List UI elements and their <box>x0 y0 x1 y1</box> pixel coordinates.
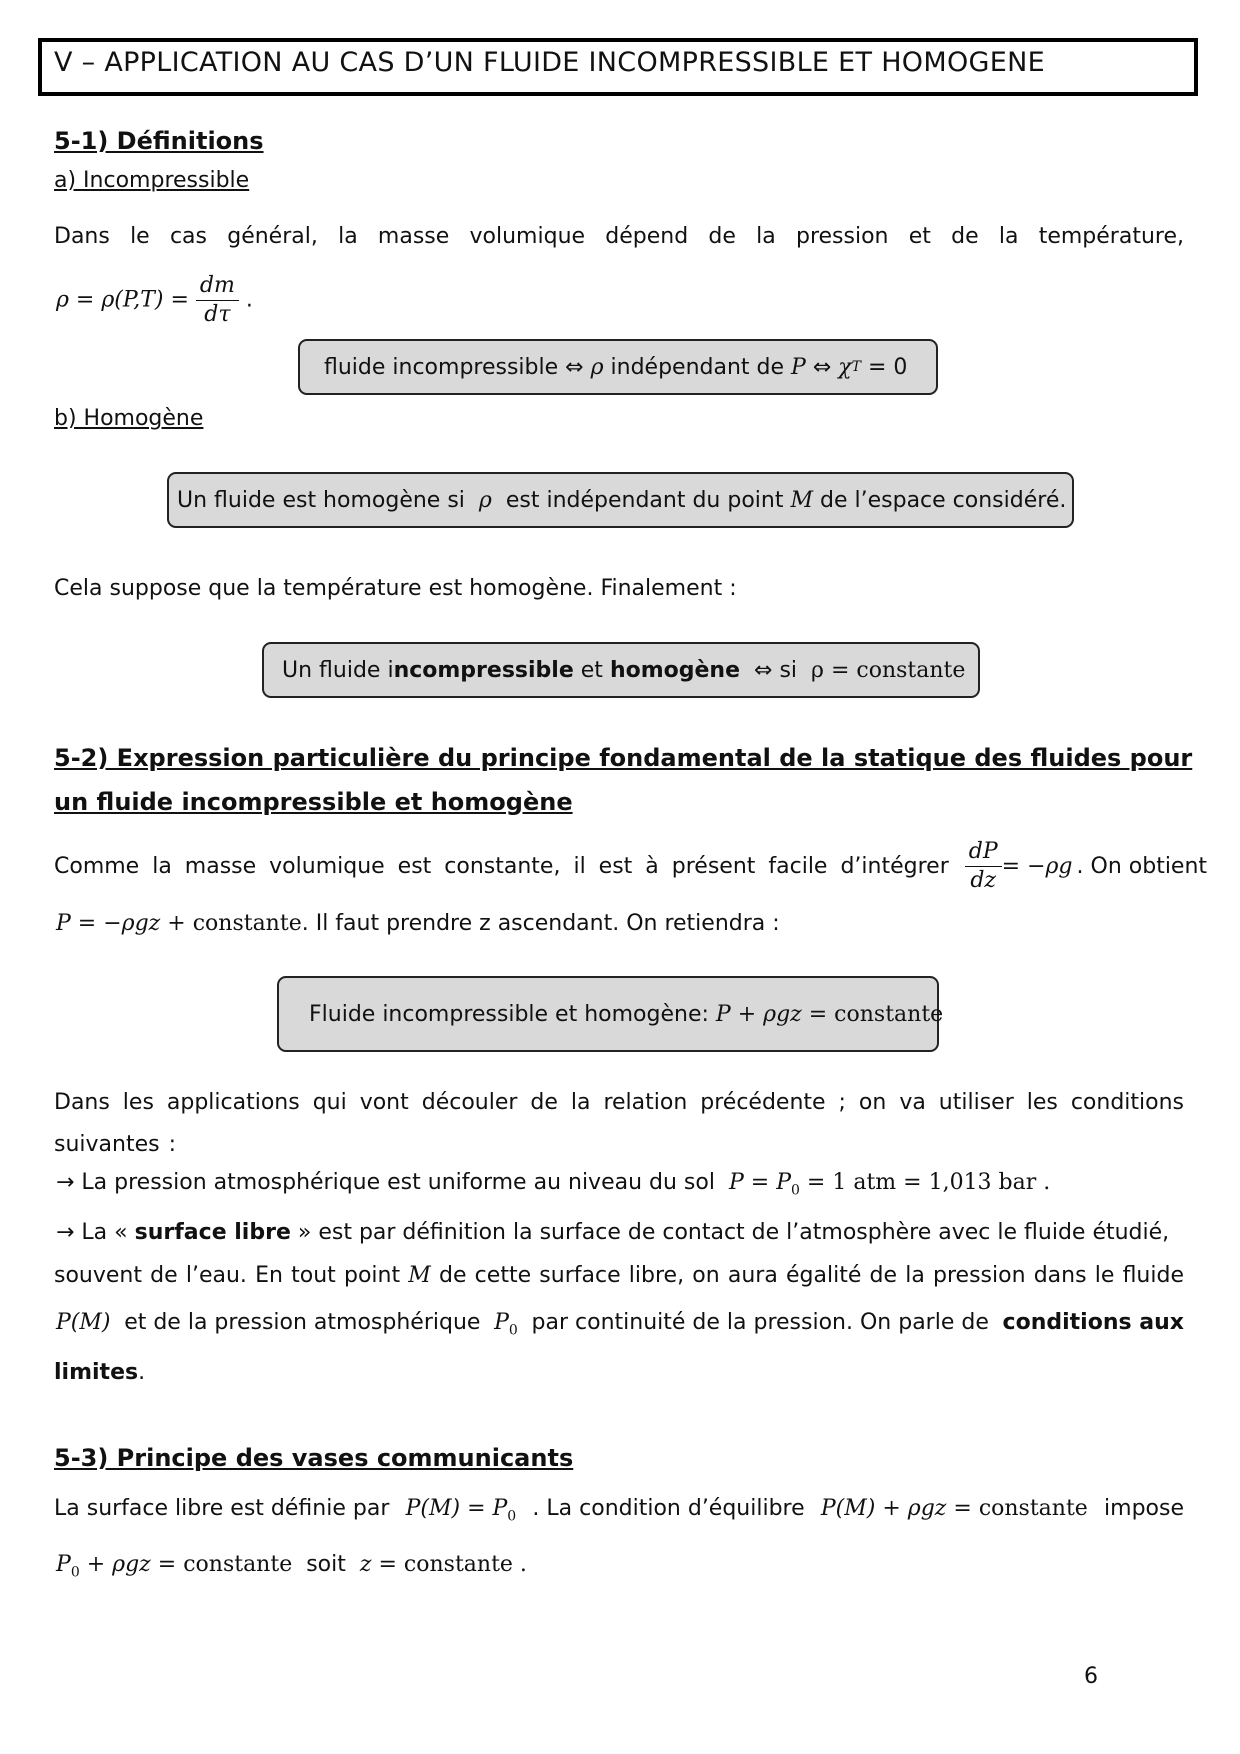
pressure-at-m: P(M) <box>56 1310 111 1335</box>
fraction-numerator: dm <box>196 272 239 301</box>
bullet-surface-libre-line3 <box>56 1310 1184 1338</box>
fraction-denominator: dz <box>970 868 997 893</box>
dp-dz-fraction <box>965 838 1002 895</box>
paragraph-text: . On obtient <box>1076 854 1208 879</box>
rho-symbol: ρ <box>590 354 604 380</box>
subheading-homogene: b) Homogène <box>54 406 204 431</box>
subscript: 0 <box>508 1322 518 1339</box>
chi-subscript: T <box>851 359 861 375</box>
chapter-title: V – APPLICATION AU CAS D’UN FLUIDE INCOMPRESSIBLE ET HOMOGENE <box>38 38 1198 96</box>
section-heading-5-3: 5-3) Principe des vases communicants <box>54 1444 574 1472</box>
constant-word: constante . <box>403 1552 527 1577</box>
definition-box-incompressible <box>298 339 938 395</box>
box-text: est indépendant du point <box>505 487 784 513</box>
pressure-equation: P = P <box>728 1170 791 1195</box>
pressure-result <box>56 911 780 936</box>
bullet-text: par continuité de la pression. On parle de <box>531 1310 989 1335</box>
p0-symbol: P <box>56 1552 71 1577</box>
paragraph-text: . La condition d’équilibre <box>532 1496 805 1521</box>
box-text: et <box>580 657 603 683</box>
subheading-incompressible: a) Incompressible <box>54 168 250 193</box>
fraction-denominator: dτ <box>204 302 231 327</box>
result-box-hydrostatic <box>277 976 944 1052</box>
atm-value: = 1 atm = 1,013 bar . <box>806 1170 1051 1195</box>
paragraph-text: Comme la masse volumique est constante, il est à présent facile d’intégrer <box>54 854 949 879</box>
paragraph-vases-line2 <box>56 1552 527 1580</box>
section-heading-5-1: 5-1) Définitions <box>54 127 264 155</box>
subscript: 0 <box>70 1564 80 1581</box>
bullet-atmospheric-pressure <box>56 1170 1050 1198</box>
box-text: fluide incompressible ⇔ <box>324 354 584 380</box>
pressure-symbol: P <box>791 354 806 380</box>
constant-word: constante <box>192 911 302 936</box>
paragraph-conditions: Dans les applications qui vont découler de la relation précédente ; on va utiliser les conditions suivantes : <box>54 1090 1184 1157</box>
bullet-surface-libre-line4 <box>54 1360 145 1385</box>
section-heading-5-2-line2: un fluide incompressible et homogène <box>54 788 573 816</box>
bullet-text: → La « <box>56 1220 128 1245</box>
box-text: de l’espace considéré. <box>820 487 1067 513</box>
density-formula: ρ = ρ(P,T) = $\frac{dm}{d\tau}$ . <box>56 273 253 327</box>
equation-part: + ρgz = <box>86 1552 177 1577</box>
bullet-surface-libre-line2 <box>54 1263 1184 1288</box>
subscript: 0 <box>507 1508 517 1525</box>
constant-equation: ρ = constante <box>811 657 966 683</box>
constant-word: constante <box>978 1496 1088 1521</box>
paragraph-text: soit <box>306 1552 346 1577</box>
point-symbol: M <box>790 487 814 513</box>
p0-symbol: P <box>494 1310 509 1335</box>
fraction-numerator: dP <box>965 838 1002 867</box>
box-text: Un fluide i <box>282 657 394 683</box>
integration-equation: = −ρg <box>1001 854 1073 879</box>
bullet-text: . <box>138 1360 146 1385</box>
definition-box-final <box>262 642 980 698</box>
box-text: Un fluide est homogène si <box>177 487 465 513</box>
bullet-text: » est par définition la surface de contact de l’atmosphère avec le fluide étudié, <box>297 1220 1170 1245</box>
bold-term: conditions aux <box>1002 1310 1184 1335</box>
bullet-text: souvent de l’eau. En tout point <box>54 1263 401 1288</box>
constant-word: constante <box>834 1001 944 1027</box>
z-equation: z = <box>359 1552 397 1577</box>
density-fraction <box>196 272 239 329</box>
density-formula-lhs: ρ = ρ(P,T) = <box>56 287 189 313</box>
bold-term: homogène <box>609 657 741 683</box>
page-number: 6 <box>1084 1664 1098 1689</box>
iff-symbol: ⇔ <box>812 354 832 380</box>
point-symbol: M <box>408 1263 431 1288</box>
paragraph-homogene: Cela suppose que la température est homogène. Finalement : <box>54 576 737 601</box>
bold-term: limites <box>54 1360 139 1385</box>
definition-box-homogene <box>167 472 1074 528</box>
pressure-equation: P = −ρgz + <box>56 911 186 936</box>
paragraph-integration <box>54 838 1208 895</box>
paragraph-text: impose <box>1104 1496 1184 1521</box>
box-text: indépendant de <box>610 354 785 380</box>
subscript: 0 <box>791 1182 800 1199</box>
bullet-text: et de la pression atmosphérique <box>124 1310 481 1335</box>
paragraph-text: La surface libre est définie par <box>54 1496 390 1521</box>
bold-term: ncompressible <box>393 657 574 683</box>
chi-symbol: χ <box>838 354 852 380</box>
equilibrium-equation: P(M) + ρgz = <box>820 1496 972 1521</box>
paragraph-text: . Il faut prendre z ascendant. On retiendra : <box>301 911 780 936</box>
rho-symbol: ρ <box>478 487 492 513</box>
box-text: Fluide incompressible et homogène: <box>309 1001 709 1027</box>
bullet-text: → La pression atmosphérique est uniforme au niveau du sol <box>56 1170 715 1195</box>
box-text: = 0 <box>867 354 908 380</box>
bullet-surface-libre-line1 <box>56 1220 1184 1245</box>
bold-term: surface libre <box>134 1220 291 1245</box>
bullet-text: de cette surface libre, on aura égalité de la pression dans le fluide <box>439 1263 1184 1288</box>
constant-word: constante <box>183 1552 293 1577</box>
surface-libre-equation: P(M) = P <box>405 1496 508 1521</box>
paragraph-vases-line1 <box>54 1496 1184 1524</box>
iff-symbol: ⇔ si <box>754 657 798 683</box>
section-heading-5-2-line1: 5-2) Expression particulière du principe fondamental de la statique des fluides pour <box>54 744 1193 772</box>
hydrostatic-equation: P + ρgz = <box>715 1001 828 1027</box>
paragraph-density: Dans le cas général, la masse volumique dépend de la pression et de la température, <box>54 224 1184 249</box>
